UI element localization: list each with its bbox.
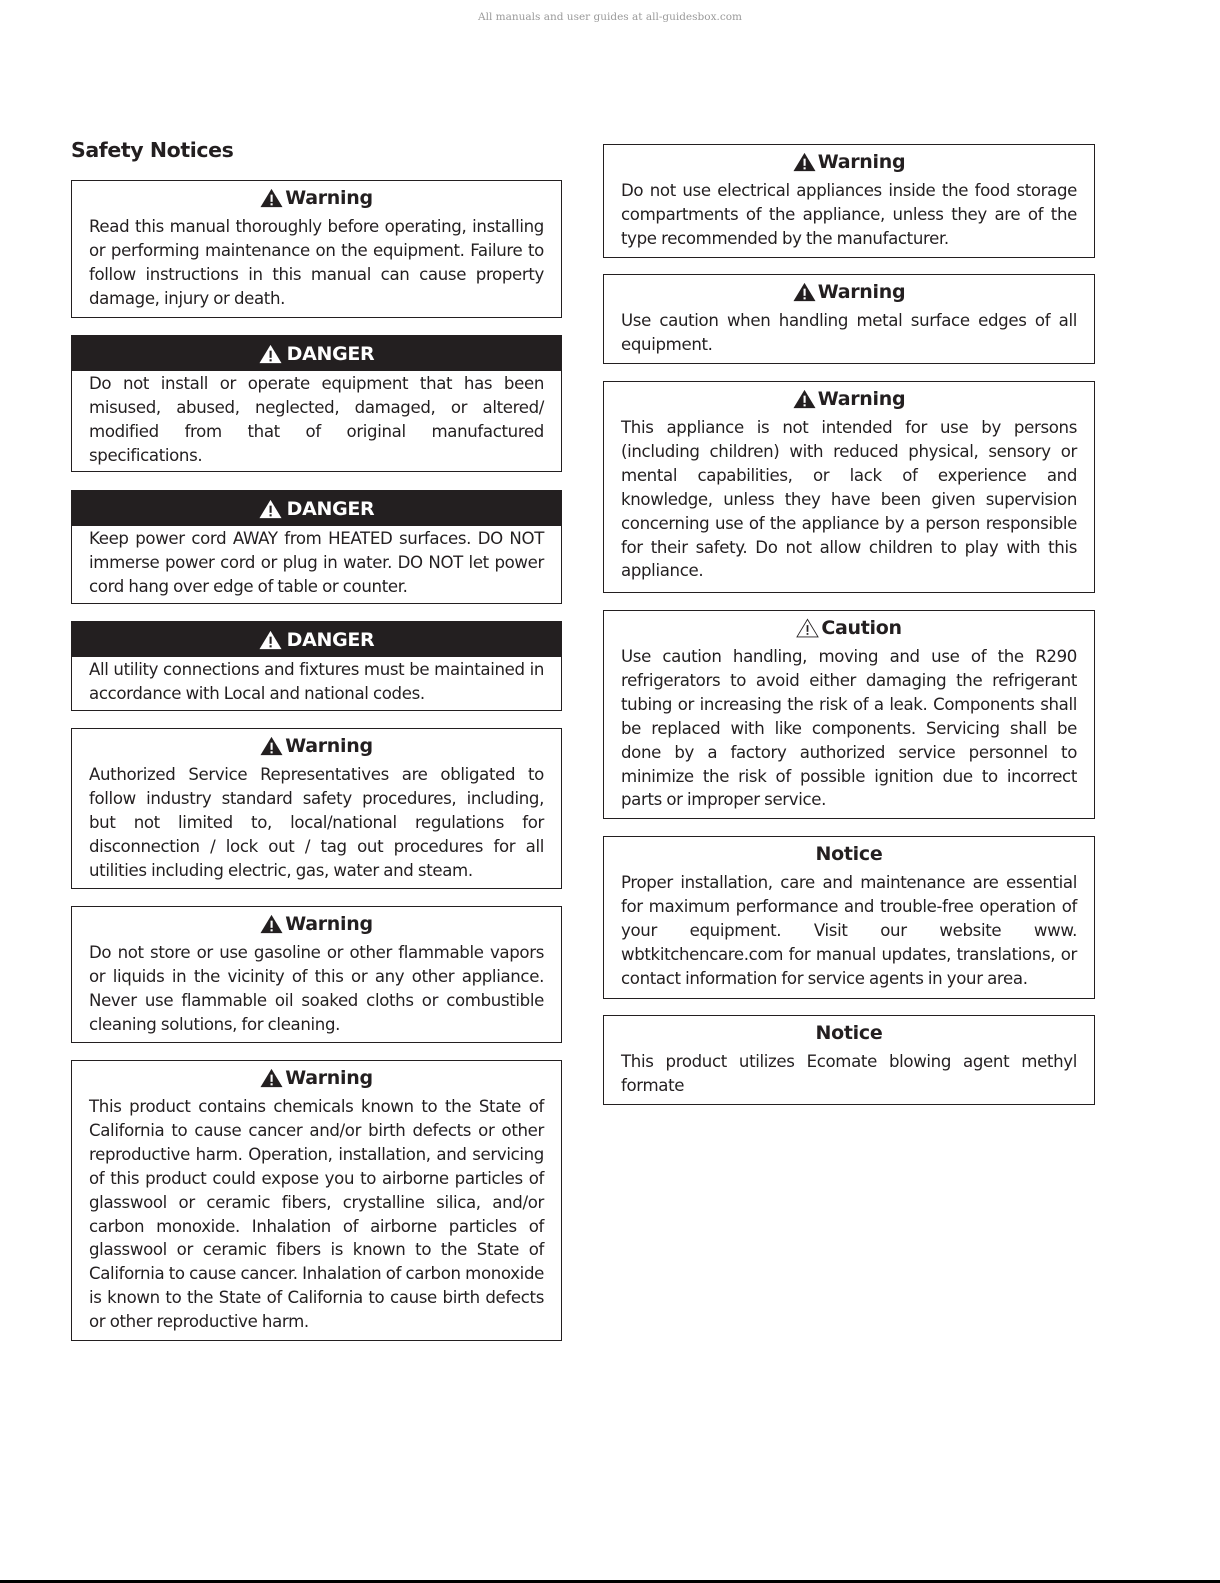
page-title: Safety Notices bbox=[71, 138, 234, 162]
danger-box-utility-connections bbox=[71, 621, 562, 711]
warning-box-metal-edges bbox=[603, 274, 1095, 364]
notice-header bbox=[604, 611, 1094, 645]
warning-triangle-filled-icon bbox=[260, 188, 283, 208]
notice-text: This product utilizes Ecomate blowing agent methyl formate bbox=[621, 1052, 1077, 1095]
notice-title: DANGER bbox=[286, 497, 375, 520]
warning-box-california-chemicals bbox=[71, 1060, 562, 1341]
warning-triangle-filled-icon bbox=[260, 736, 283, 756]
warning-box-flammable bbox=[71, 906, 562, 1043]
warning-triangle-filled-icon bbox=[793, 282, 816, 302]
notice-text: Use caution handling, moving and use of the R290 refrigerators to avoid either damaging the refrigerant tubing or increasing the risk of a leak. Components shall be replaced with like components. Servicing shall be done by a factory authorized service personnel to minimize the risk of possible ignition due to incorrect parts or improper service. bbox=[621, 647, 1077, 810]
warning-box-service-representatives bbox=[71, 728, 562, 889]
notice-title: Warning bbox=[817, 388, 906, 410]
notice-text: This appliance is not intended for use by persons (including children) with reduced physical, sensory or mental capabilities, or lack of experience and knowledge, unless they have been given supervision concerning use of the appliance by a person responsible for their safety. Do not allow children to play with this appliance. bbox=[621, 418, 1077, 581]
notice-header bbox=[72, 729, 561, 763]
notice-header bbox=[604, 1016, 1094, 1050]
notice-title: Notice bbox=[815, 843, 883, 865]
notice-header bbox=[604, 837, 1094, 871]
notice-title: Warning bbox=[285, 1067, 373, 1089]
notice-title: Caution bbox=[821, 617, 902, 639]
caution-box-r290 bbox=[603, 610, 1095, 819]
notice-box-proper-installation bbox=[603, 836, 1095, 999]
warning-triangle-filled-icon bbox=[793, 389, 816, 409]
danger-box-power-cord bbox=[71, 490, 562, 604]
warning-box-reduced-capabilities bbox=[603, 381, 1095, 593]
notice-header bbox=[72, 907, 561, 941]
notice-header bbox=[604, 382, 1094, 416]
notice-title: Warning bbox=[285, 735, 373, 757]
warning-box-electrical-appliances bbox=[603, 144, 1095, 258]
notice-title: DANGER bbox=[286, 628, 375, 651]
danger-triangle-icon bbox=[259, 344, 282, 364]
warning-triangle-filled-icon bbox=[793, 152, 816, 172]
notice-box-ecomate bbox=[603, 1015, 1095, 1105]
notice-header bbox=[604, 275, 1094, 309]
danger-triangle-icon bbox=[259, 630, 282, 650]
notice-text: Authorized Service Representatives are obligated to follow industry standard safety procedures, including, but not limited to, local/national regulations for disconnection / lock out / tag out procedures for all utilities including electric, gas, water and steam. bbox=[89, 765, 544, 880]
notice-text: Do not store or use gasoline or other flammable vapors or liquids in the vicinity of this or any other appliance. Never use flammable oil soaked cloths or combustible cleaning solutions, for cleaning. bbox=[89, 943, 544, 1034]
notice-title: Warning bbox=[817, 151, 906, 173]
notice-text: This product contains chemicals known to the State of California to cause cancer and/or birth defects or other reproductive harm. Operation, installation, and servicing of this product could expose you to airborne particles of glasswool or ceramic fibers, crystalline silica, and/or carbon monoxide. Inhalation of airborne particles of glasswool or ceramic fibers is known to the State of California to cause cancer. Inhalation of carbon monoxide is known to the State of California to cause birth defects or other reproductive harm. bbox=[89, 1097, 544, 1332]
notice-text: Read this manual thoroughly before operating, installing or performing maintenance on the equipment. Failure to follow instructions in this manual can cause property damage, injury or death. bbox=[89, 217, 544, 308]
notice-title: Warning bbox=[817, 281, 906, 303]
notice-title: Notice bbox=[815, 1022, 883, 1044]
notice-header bbox=[72, 181, 561, 215]
danger-header bbox=[72, 622, 561, 657]
danger-header bbox=[72, 491, 561, 526]
notice-title: DANGER bbox=[286, 342, 375, 365]
notice-text: All utility connections and fixtures must be maintained in accordance with Local and national codes. bbox=[89, 660, 544, 703]
danger-box-misuse bbox=[71, 335, 562, 472]
notice-text: Do not install or operate equipment that has been misused, abused, neglected, damaged, or altered/ modified from that of original manufactured specifications. bbox=[89, 374, 544, 465]
warning-box-read-manual bbox=[71, 180, 562, 318]
notice-title: Warning bbox=[285, 187, 373, 209]
notice-text: Keep power cord AWAY from HEATED surfaces. DO NOT immerse power cord or plug in water. DO NOT let power cord hang over edge of table or counter. bbox=[89, 529, 544, 596]
warning-triangle-filled-icon bbox=[260, 1068, 283, 1088]
notice-text: Proper installation, care and maintenance are essential for maximum performance and trouble-free operation of your equipment. Visit our website www. wbtkitchencare.com for manual updates, translations, or contact information for service agents in your area. bbox=[621, 873, 1077, 988]
notice-text: Do not use electrical appliances inside the food storage compartments of the appliance, unless they are of the type recommended by the manufacturer. bbox=[621, 181, 1077, 248]
notice-header bbox=[604, 145, 1094, 179]
notice-header bbox=[72, 1061, 561, 1095]
caution-triangle-outline-icon bbox=[796, 618, 819, 638]
notice-title: Warning bbox=[285, 913, 373, 935]
danger-triangle-icon bbox=[259, 499, 282, 519]
danger-header bbox=[72, 336, 561, 371]
notice-text: Use caution when handling metal surface edges of all equipment. bbox=[621, 311, 1077, 354]
warning-triangle-filled-icon bbox=[260, 914, 283, 934]
watermark-text: All manuals and user guides at all-guidesbox.com bbox=[478, 11, 742, 23]
